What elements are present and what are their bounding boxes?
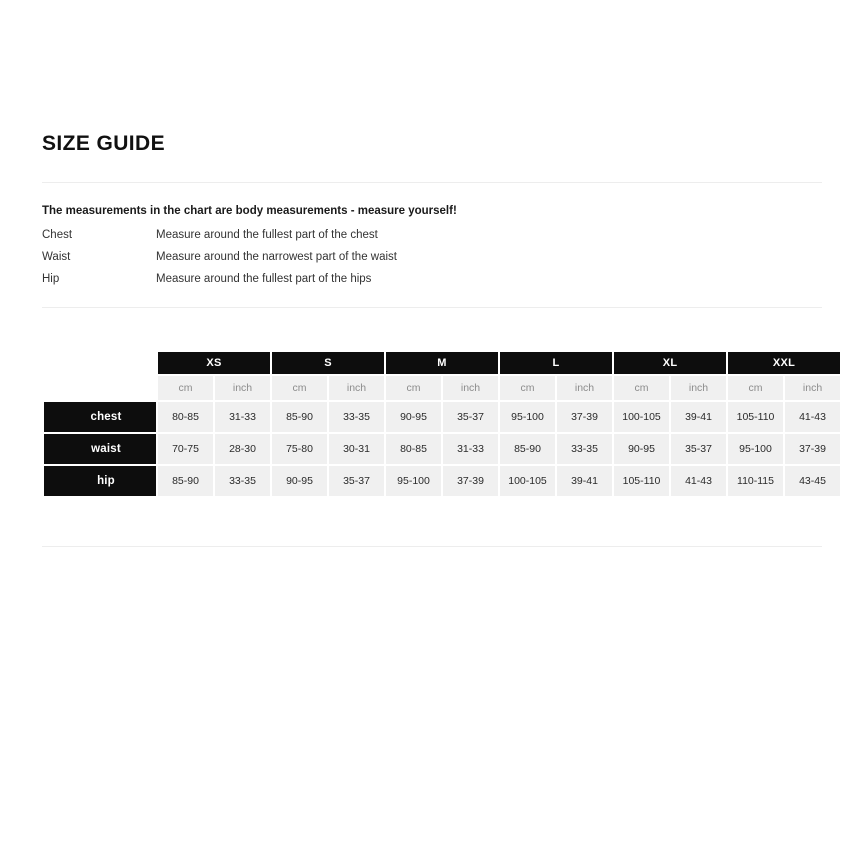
table-corner-cell xyxy=(44,376,156,400)
table-row xyxy=(44,466,840,496)
table-row xyxy=(44,434,840,464)
cell-chest-xxl-inch: 41-43 xyxy=(785,402,840,432)
cell-chest-xxl-cm: 105-110 xyxy=(728,402,783,432)
table-row xyxy=(44,402,840,432)
cell-hip-xs-inch: 33-35 xyxy=(215,466,270,496)
size-header-xl: XL xyxy=(614,352,726,374)
unit-header-inch: inch xyxy=(557,376,612,400)
cell-waist-m-cm: 80-85 xyxy=(386,434,441,464)
list-item xyxy=(42,273,822,285)
measurement-label: Waist xyxy=(42,251,71,263)
unit-header-inch: inch xyxy=(215,376,270,400)
cell-chest-m-cm: 90-95 xyxy=(386,402,441,432)
cell-waist-xxl-inch: 37-39 xyxy=(785,434,840,464)
measurement-description: Measure around the narrowest part of the waist xyxy=(156,251,397,263)
cell-waist-l-cm: 85-90 xyxy=(500,434,555,464)
cell-chest-m-inch: 35-37 xyxy=(443,402,498,432)
cell-hip-s-inch: 35-37 xyxy=(329,466,384,496)
cell-chest-l-inch: 37-39 xyxy=(557,402,612,432)
list-item xyxy=(42,229,822,241)
cell-chest-l-cm: 95-100 xyxy=(500,402,555,432)
cell-chest-xl-cm: 100-105 xyxy=(614,402,669,432)
cell-chest-xs-inch: 31-33 xyxy=(215,402,270,432)
cell-waist-s-inch: 30-31 xyxy=(329,434,384,464)
list-item xyxy=(42,251,822,263)
cell-chest-s-cm: 85-90 xyxy=(272,402,327,432)
cell-waist-s-cm: 75-80 xyxy=(272,434,327,464)
cell-waist-m-inch: 31-33 xyxy=(443,434,498,464)
size-header-xxl: XXL xyxy=(728,352,840,374)
cell-hip-m-inch: 37-39 xyxy=(443,466,498,496)
divider-middle xyxy=(42,307,822,308)
intro-text: The measurements in the chart are body measurements - measure yourself! xyxy=(42,205,457,217)
unit-header-inch: inch xyxy=(785,376,840,400)
cell-hip-xl-cm: 105-110 xyxy=(614,466,669,496)
measurement-label: Chest xyxy=(42,229,73,241)
unit-header-cm: cm xyxy=(158,376,213,400)
size-header-l: L xyxy=(500,352,612,374)
table-header-units xyxy=(44,376,840,400)
cell-chest-s-inch: 33-35 xyxy=(329,402,384,432)
cell-chest-xs-cm: 80-85 xyxy=(158,402,213,432)
size-header-m: M xyxy=(386,352,498,374)
unit-header-cm: cm xyxy=(272,376,327,400)
cell-waist-xl-cm: 90-95 xyxy=(614,434,669,464)
measurement-description: Measure around the fullest part of the chest xyxy=(156,229,378,241)
page-title: SIZE GUIDE xyxy=(42,132,166,155)
cell-waist-xs-cm: 70-75 xyxy=(158,434,213,464)
unit-header-inch: inch xyxy=(443,376,498,400)
cell-hip-s-cm: 90-95 xyxy=(272,466,327,496)
cell-waist-xl-inch: 35-37 xyxy=(671,434,726,464)
unit-header-cm: cm xyxy=(614,376,669,400)
size-chart-table xyxy=(42,350,842,498)
measurement-list xyxy=(42,229,822,285)
cell-hip-xs-cm: 85-90 xyxy=(158,466,213,496)
unit-header-cm: cm xyxy=(386,376,441,400)
cell-waist-l-inch: 33-35 xyxy=(557,434,612,464)
unit-header-cm: cm xyxy=(500,376,555,400)
cell-hip-xl-inch: 41-43 xyxy=(671,466,726,496)
row-label-waist: waist xyxy=(44,434,156,464)
cell-hip-l-cm: 100-105 xyxy=(500,466,555,496)
measurement-description: Measure around the fullest part of the hips xyxy=(156,273,372,285)
cell-waist-xs-inch: 28-30 xyxy=(215,434,270,464)
cell-waist-xxl-cm: 95-100 xyxy=(728,434,783,464)
measurement-label: Hip xyxy=(42,273,60,285)
row-label-hip: hip xyxy=(44,466,156,496)
cell-hip-l-inch: 39-41 xyxy=(557,466,612,496)
cell-hip-xxl-inch: 43-45 xyxy=(785,466,840,496)
cell-chest-xl-inch: 39-41 xyxy=(671,402,726,432)
unit-header-inch: inch xyxy=(329,376,384,400)
cell-hip-xxl-cm: 110-115 xyxy=(728,466,783,496)
size-header-xs: XS xyxy=(158,352,270,374)
divider-top xyxy=(42,182,822,183)
table-header-sizes xyxy=(44,352,840,374)
table-corner-cell xyxy=(44,352,156,374)
cell-hip-m-cm: 95-100 xyxy=(386,466,441,496)
divider-bottom xyxy=(42,546,822,547)
unit-header-inch: inch xyxy=(671,376,726,400)
unit-header-cm: cm xyxy=(728,376,783,400)
size-header-s: S xyxy=(272,352,384,374)
row-label-chest: chest xyxy=(44,402,156,432)
